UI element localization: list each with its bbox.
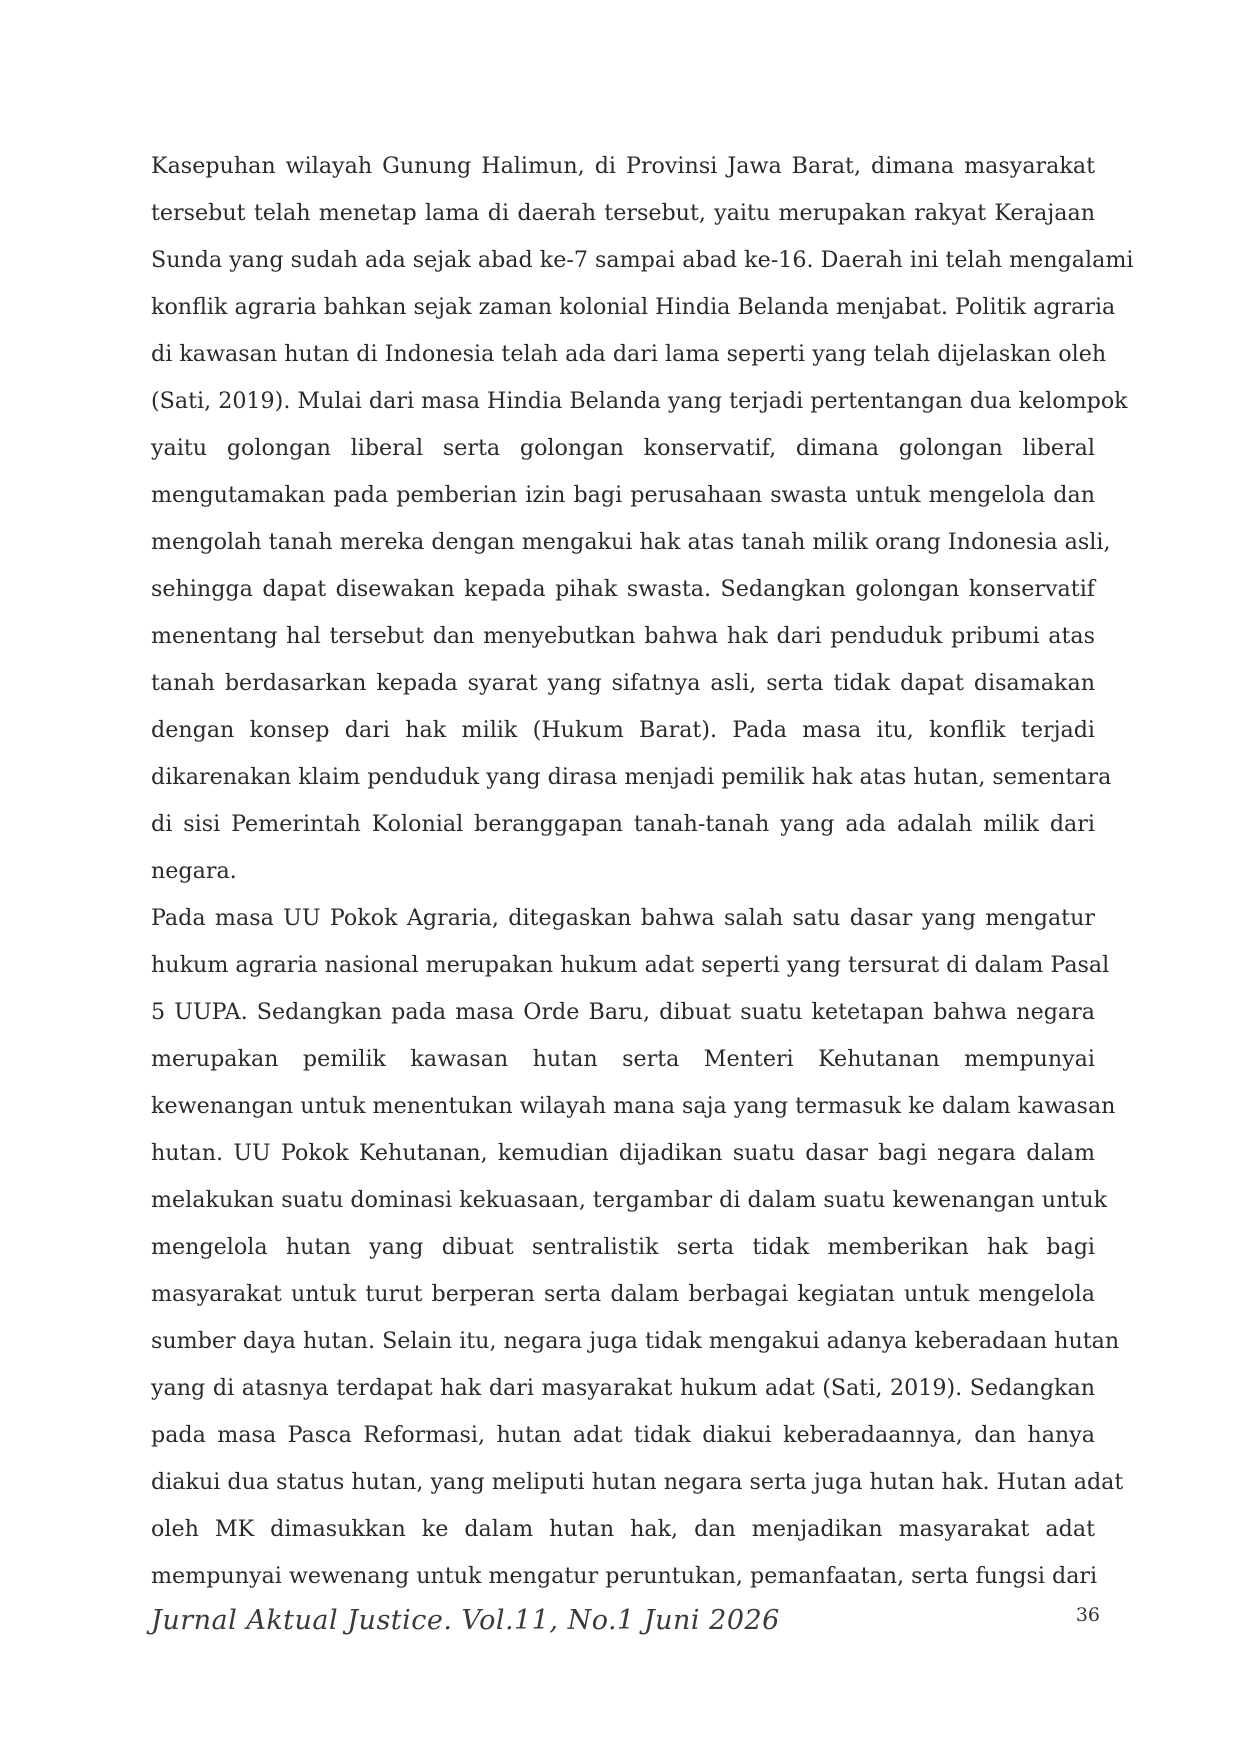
paragraph-1 bbox=[151, 143, 1134, 895]
page-number: 36 bbox=[1075, 1604, 1100, 1626]
text-line: di kawasan hutan di Indonesia telah ada dari lama seperti yang telah dijelaskan oleh bbox=[151, 341, 1107, 367]
text-line: pada masa Pasca Reformasi, hutan adat tidak diakui keberadaannya, dan hanya bbox=[151, 1422, 1095, 1448]
text-line: diakui dua status hutan, yang meliputi hutan negara serta juga hutan hak. Hutan adat bbox=[151, 1469, 1124, 1495]
text-line: Sunda yang sudah ada sejak abad ke-7 sampai abad ke-16. Daerah ini telah mengalami bbox=[151, 247, 1134, 273]
text-line: masyarakat untuk turut berperan serta dalam berbagai kegiatan untuk mengelola bbox=[151, 1281, 1095, 1307]
text-line: melakukan suatu dominasi kekuasaan, tergambar di dalam suatu kewenangan untuk bbox=[151, 1187, 1108, 1213]
text-line: Kasepuhan wilayah Gunung Halimun, di Provinsi Jawa Barat, dimana masyarakat bbox=[151, 153, 1095, 179]
text-line: oleh MK dimasukkan ke dalam hutan hak, dan menjadikan masyarakat adat bbox=[151, 1516, 1095, 1542]
text-line: sehingga dapat disewakan kepada pihak swasta. Sedangkan golongan konservatif bbox=[151, 576, 1095, 602]
text-line: yang di atasnya terdapat hak dari masyarakat hukum adat (Sati, 2019). Sedangkan bbox=[151, 1375, 1095, 1401]
text-line: tersebut telah menetap lama di daerah tersebut, yaitu merupakan rakyat Kerajaan bbox=[151, 200, 1095, 226]
text-line: Pada masa UU Pokok Agraria, ditegaskan bahwa salah satu dasar yang mengatur bbox=[151, 905, 1095, 931]
text-line: negara. bbox=[151, 858, 237, 884]
text-line: hutan. UU Pokok Kehutanan, kemudian dijadikan suatu dasar bagi negara dalam bbox=[151, 1140, 1095, 1166]
text-line: mempunyai wewenang untuk mengatur peruntukan, pemanfaatan, serta fungsi dari bbox=[151, 1563, 1098, 1589]
text-line: hukum agraria nasional merupakan hukum adat seperti yang tersurat di dalam Pasal bbox=[151, 952, 1110, 978]
journal-footer: Jurnal Aktual Justice. Vol.11, No.1 Juni 2026 bbox=[151, 1605, 780, 1636]
text-line: mengutamakan pada pemberian izin bagi perusahaan swasta untuk mengelola dan bbox=[151, 482, 1095, 508]
text-line: tanah berdasarkan kepada syarat yang sifatnya asli, serta tidak dapat disamakan bbox=[151, 670, 1095, 696]
text-line: 5 UUPA. Sedangkan pada masa Orde Baru, dibuat suatu ketetapan bahwa negara bbox=[151, 999, 1095, 1025]
text-line: dikarenakan klaim penduduk yang dirasa menjadi pemilik hak atas hutan, sementara bbox=[151, 764, 1112, 790]
text-line: dengan konsep dari hak milik (Hukum Barat). Pada masa itu, konflik terjadi bbox=[151, 717, 1095, 743]
text-line: kewenangan untuk menentukan wilayah mana saja yang termasuk ke dalam kawasan bbox=[151, 1093, 1116, 1119]
text-line: di sisi Pemerintah Kolonial beranggapan tanah-tanah yang ada adalah milik dari bbox=[151, 811, 1095, 837]
paragraph-2 bbox=[151, 895, 1124, 1600]
text-line: yaitu golongan liberal serta golongan konservatif, dimana golongan liberal bbox=[151, 435, 1095, 461]
text-line: menentang hal tersebut dan menyebutkan bahwa hak dari penduduk pribumi atas bbox=[151, 623, 1095, 649]
text-line: sumber daya hutan. Selain itu, negara juga tidak mengakui adanya keberadaan hutan bbox=[151, 1328, 1120, 1354]
text-line: merupakan pemilik kawasan hutan serta Menteri Kehutanan mempunyai bbox=[151, 1046, 1095, 1072]
text-line: (Sati, 2019). Mulai dari masa Hindia Belanda yang terjadi pertentangan dua kelompok bbox=[151, 388, 1128, 414]
text-line: konflik agraria bahkan sejak zaman kolonial Hindia Belanda menjabat. Politik agraria bbox=[151, 294, 1116, 320]
text-line: mengelola hutan yang dibuat sentralistik serta tidak memberikan hak bagi bbox=[151, 1234, 1095, 1260]
body-text bbox=[151, 143, 1134, 1600]
text-line: mengolah tanah mereka dengan mengakui hak atas tanah milik orang Indonesia asli, bbox=[151, 529, 1111, 555]
